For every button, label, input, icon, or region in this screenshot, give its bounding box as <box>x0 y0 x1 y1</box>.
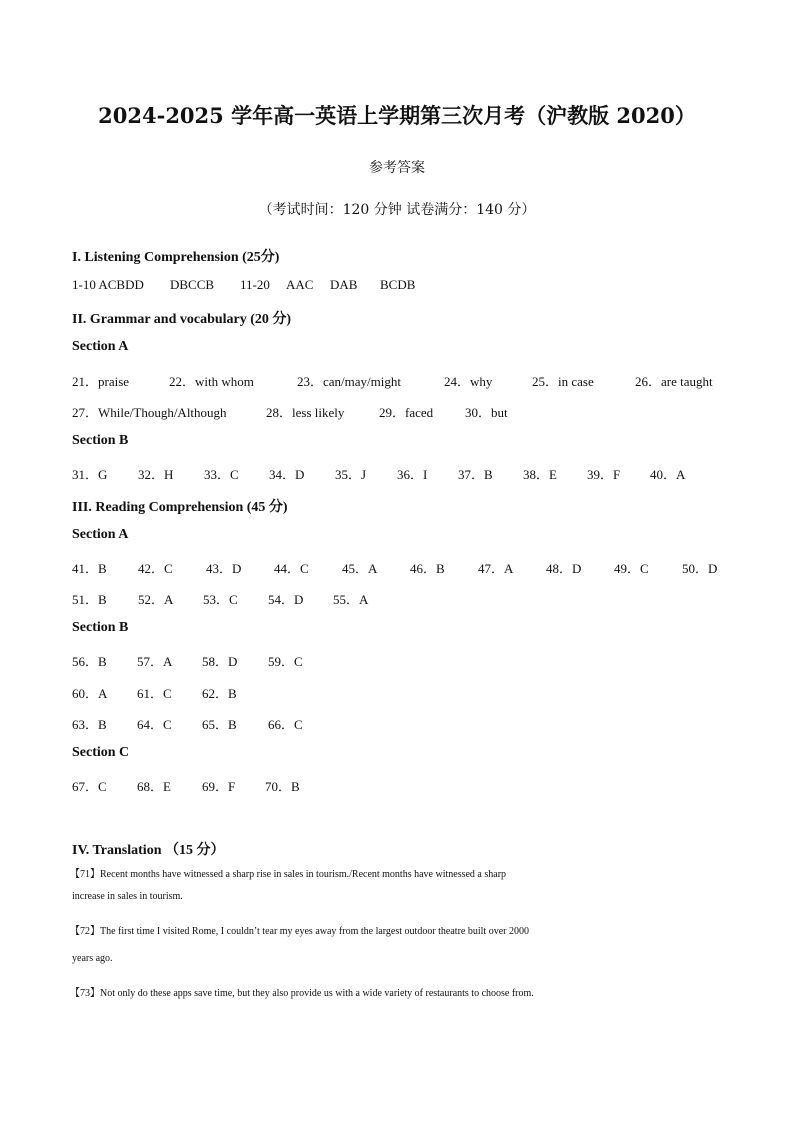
reading-section-b-label: Section B <box>72 620 129 635</box>
exam-meta: （考试时间：120 分钟 试卷满分：140 分） <box>258 202 536 218</box>
answer-item: 32．H <box>138 467 174 482</box>
translation-heading: IV. Translation （15 分） <box>72 843 225 858</box>
answer-item: 27．While/Though/Although <box>72 405 227 420</box>
answer-item: 55．A <box>333 592 369 607</box>
answer-item: 35．J <box>335 467 367 482</box>
answer-item: 24．why <box>444 374 493 389</box>
answer-item: 59．C <box>268 654 303 669</box>
answer-item: 38．E <box>523 467 557 482</box>
answer-item: 60．A <box>72 686 108 701</box>
answer-item: 31．G <box>72 467 108 482</box>
answer-item: 67．C <box>72 779 107 794</box>
translation-73: 【73】Not only do these apps save time, but they also provide us with a wide variety of restaurants to choose from. <box>70 988 534 999</box>
translation-72-line1: 【72】The first time I visited Rome, I couldn’t tear my eyes away from the largest outdoor theatre built over 2000 <box>70 926 529 937</box>
answer-item: 28．less likely <box>266 405 345 420</box>
document-subtitle: 参考答案 <box>369 160 425 176</box>
answer-item: AAC <box>286 277 314 292</box>
answer-item: 41．B <box>72 561 107 576</box>
answer-item: 25．in case <box>532 374 594 389</box>
answer-item: 68．E <box>137 779 171 794</box>
answer-item: 40．A <box>650 467 686 482</box>
answer-item: 53．C <box>203 592 238 607</box>
answer-item: 34．D <box>269 467 305 482</box>
answer-item: 62．B <box>202 686 237 701</box>
answer-item: 44．C <box>274 561 309 576</box>
answer-item: 1-10 ACBDD <box>72 277 144 292</box>
answer-item: BCDB <box>380 277 416 292</box>
answer-item: 49．C <box>614 561 649 576</box>
answer-item: 47．A <box>478 561 514 576</box>
answer-item: 69．F <box>202 779 236 794</box>
answer-item: 22．with whom <box>169 374 254 389</box>
answer-item: 37．B <box>458 467 493 482</box>
answer-item: 21．praise <box>72 374 130 389</box>
answer-item: 63．B <box>72 717 107 732</box>
answer-item: DAB <box>330 277 358 292</box>
grammar-section-a-label: Section A <box>72 339 129 354</box>
listening-heading: I. Listening Comprehension (25分) <box>72 250 280 265</box>
answer-item: 57．A <box>137 654 173 669</box>
grammar-section-b-label: Section B <box>72 433 129 448</box>
answer-item: 64．C <box>137 717 172 732</box>
translation-71-line1: 【71】Recent months have witnessed a sharp rise in sales in tourism./Recent months have witnessed a sharp <box>70 869 507 880</box>
grammar-heading: II. Grammar and vocabulary (20 分) <box>72 312 292 327</box>
translation-71-line2: increase in sales in tourism. <box>72 891 183 902</box>
answer-item: 45．A <box>342 561 378 576</box>
answer-item: 61．C <box>137 686 172 701</box>
answer-item: 33．C <box>204 467 239 482</box>
answer-item: 43．D <box>206 561 242 576</box>
answer-item: DBCCB <box>170 277 215 292</box>
answer-item: 54．D <box>268 592 304 607</box>
reading-section-c-label: Section C <box>72 745 130 760</box>
answer-item: 52．A <box>138 592 174 607</box>
answer-item: 58．D <box>202 654 238 669</box>
answer-item: 48．D <box>546 561 582 576</box>
answer-item: 65．B <box>202 717 237 732</box>
answer-item: 39．F <box>587 467 621 482</box>
answer-item: 70．B <box>265 779 300 794</box>
answer-item: 46．B <box>410 561 445 576</box>
answer-item: 11-20 <box>240 277 270 292</box>
answer-item: 56．B <box>72 654 107 669</box>
answer-item: 36．I <box>397 467 428 482</box>
answer-item: 42．C <box>138 561 173 576</box>
answer-item: 51．B <box>72 592 107 607</box>
reading-section-a-label: Section A <box>72 527 129 542</box>
answer-item: 66．C <box>268 717 303 732</box>
translation-72-line2: years ago. <box>72 953 113 964</box>
answer-item: 23．can/may/might <box>297 374 401 389</box>
answer-item: 29．faced <box>379 405 434 420</box>
answer-item: 50．D <box>682 561 718 576</box>
reading-heading: III. Reading Comprehension (45 分) <box>72 500 288 515</box>
document-title: 2024-2025 学年高一英语上学期第三次月考（沪教版 2020） <box>98 103 696 128</box>
answer-item: 26．are taught <box>635 374 713 389</box>
answer-item: 30．but <box>465 405 508 420</box>
